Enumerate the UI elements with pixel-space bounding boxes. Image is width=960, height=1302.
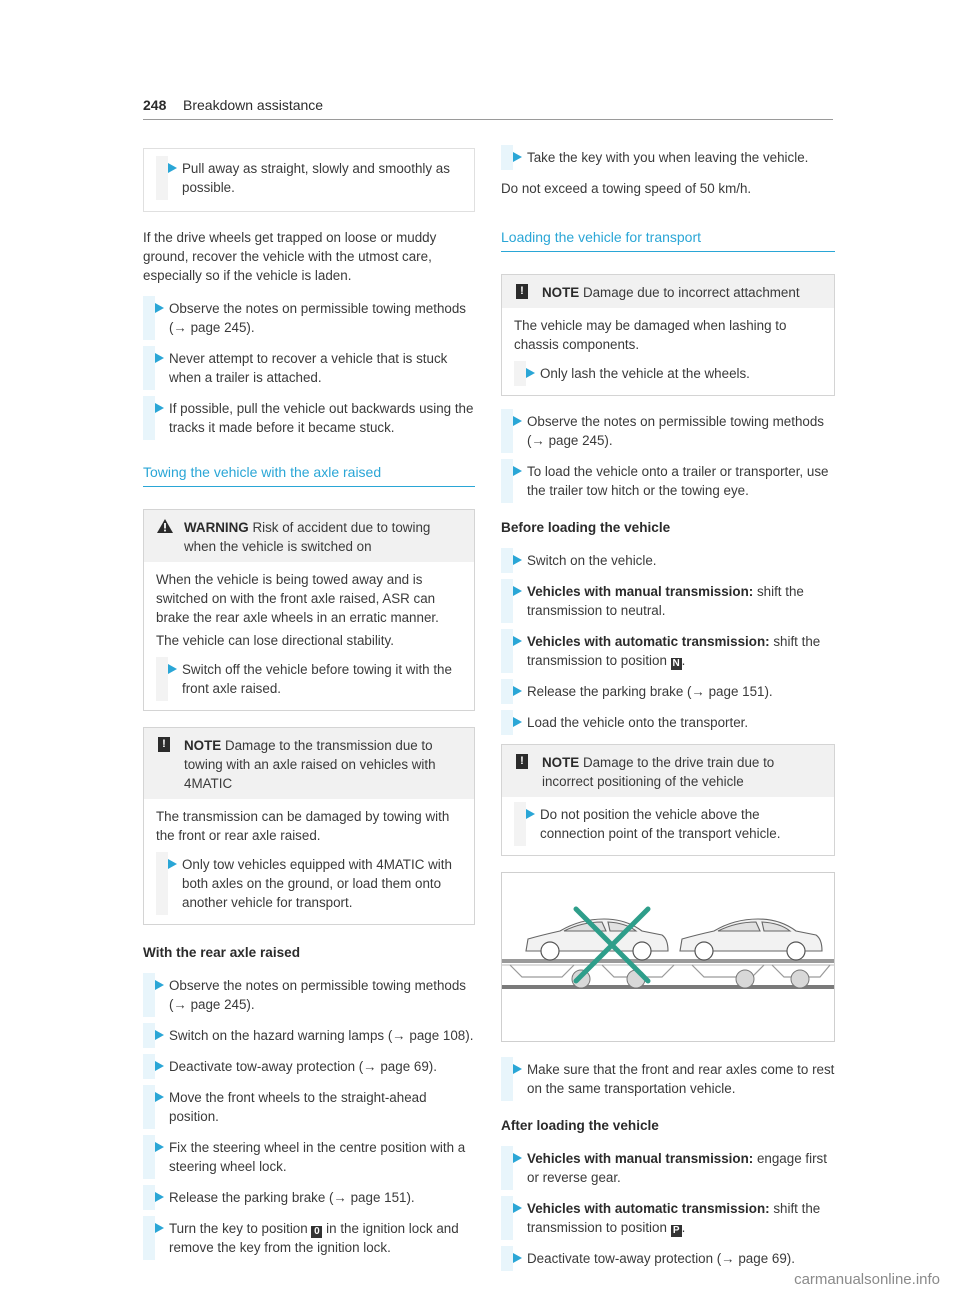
arrow-icon bbox=[513, 636, 522, 646]
arrow-icon bbox=[513, 586, 522, 596]
step-item: Deactivate tow-away protection (→ page 69). bbox=[501, 1249, 835, 1268]
arrow-icon bbox=[513, 555, 522, 565]
arrow-icon bbox=[155, 403, 164, 413]
paragraph: When the vehicle is being towed away and is switched on with the front axle raised, ASR can brake the rear axle wheels in an erratic manner. bbox=[156, 572, 439, 625]
step-item: Load the vehicle onto the transporter. bbox=[501, 713, 835, 732]
subheading-rear-axle: With the rear axle raised bbox=[143, 945, 301, 960]
subheading-after-loading: After loading the vehicle bbox=[501, 1118, 659, 1133]
note-header bbox=[502, 275, 834, 308]
arrow-icon bbox=[155, 303, 164, 313]
paragraph: The vehicle can lose directional stability. bbox=[156, 633, 394, 648]
arrow-icon bbox=[526, 368, 535, 378]
watermark: carmanualsonline.info bbox=[794, 1271, 940, 1288]
warning-box bbox=[143, 509, 475, 711]
section-heading-towing: Towing the vehicle with the axle raised bbox=[143, 463, 475, 487]
exclamation-icon: ! bbox=[516, 754, 528, 769]
page-header bbox=[143, 97, 833, 120]
arrow-icon bbox=[155, 980, 164, 990]
note-box bbox=[501, 744, 835, 856]
step-item: Make sure that the front and rear axles come to rest on the same transportation vehicle. bbox=[501, 1060, 835, 1098]
exclamation-icon: ! bbox=[158, 737, 170, 752]
section-title: Breakdown assistance bbox=[183, 97, 324, 113]
step-item: Do not position the vehicle above the connection point of the transport vehicle. bbox=[514, 805, 824, 843]
step-item: Release the parking brake (→ page 151). bbox=[143, 1188, 475, 1207]
arrow-icon bbox=[513, 1153, 522, 1163]
arrow-icon bbox=[513, 1253, 522, 1263]
instruction-box-pull bbox=[143, 148, 475, 212]
paragraph: Do not exceed a towing speed of 50 km/h. bbox=[501, 181, 752, 196]
key-position-symbol: 0 bbox=[311, 1226, 322, 1238]
step-item: Observe the notes on permissible towing methods (→ page 245). bbox=[143, 299, 475, 337]
warning-title: Risk of accident due to towing when the vehicle is switched on bbox=[184, 520, 431, 554]
step-item: Switch on the hazard warning lamps (→ page 108). bbox=[143, 1026, 475, 1045]
arrow-icon bbox=[155, 1192, 164, 1202]
arrow-icon bbox=[513, 152, 522, 162]
step-item: Fix the steering wheel in the centre position with a steering wheel lock. bbox=[143, 1138, 475, 1176]
arrow-icon bbox=[513, 686, 522, 696]
arrow-icon bbox=[168, 664, 177, 674]
arrow-icon bbox=[513, 1064, 522, 1074]
step-item: Vehicles with manual transmission: engage first or reverse gear. bbox=[501, 1149, 835, 1187]
step-item: Release the parking brake (→ page 151). bbox=[501, 682, 835, 701]
step-item: Never attempt to recover a vehicle that is stuck when a trailer is attached. bbox=[143, 349, 475, 387]
step-item: Turn the key to position 0 in the ignition lock and remove the key from the ignition lock. bbox=[143, 1219, 475, 1257]
step-item: Only tow vehicles equipped with 4MATIC with both axles on the ground, or load them onto another vehicle for transport. bbox=[156, 855, 464, 912]
exclamation-icon: ! bbox=[516, 284, 528, 299]
arrow-icon bbox=[513, 466, 522, 476]
warning-header bbox=[144, 510, 474, 562]
left-column bbox=[143, 148, 475, 1269]
step-item: Vehicles with manual transmission: shift the transmission to neutral. bbox=[501, 582, 835, 620]
transport-illustration bbox=[501, 872, 835, 1042]
arrow-icon bbox=[155, 353, 164, 363]
step-item: Take the key with you when leaving the vehicle. bbox=[501, 148, 835, 167]
step-item: Observe the notes on permissible towing methods (→ page 245). bbox=[501, 412, 835, 450]
subheading-before-loading: Before loading the vehicle bbox=[501, 520, 671, 535]
step-item: Only lash the vehicle at the wheels. bbox=[514, 364, 824, 383]
car-transporter-drawing bbox=[502, 873, 834, 1041]
note-label: NOTE bbox=[184, 738, 222, 753]
step-item: Observe the notes on permissible towing methods (→ page 245). bbox=[143, 976, 475, 1014]
arrow-icon bbox=[168, 859, 177, 869]
step-item: Vehicles with automatic transmission: shift the transmission to position P . bbox=[501, 1199, 835, 1237]
arrow-icon bbox=[155, 1142, 164, 1152]
gear-position-symbol: N bbox=[672, 658, 680, 669]
arrow-icon bbox=[155, 1092, 164, 1102]
arrow-icon bbox=[155, 1061, 164, 1071]
arrow-icon bbox=[513, 416, 522, 426]
paragraph: The vehicle may be damaged when lashing to chassis components. bbox=[514, 318, 787, 352]
arrow-icon bbox=[513, 1203, 522, 1213]
note-title: Damage to the drive train due to incorrect positioning of the vehicle bbox=[542, 755, 775, 789]
step-item: Pull away as straight, slowly and smoothly as possible. bbox=[156, 159, 464, 197]
warning-label: WARNING bbox=[184, 520, 249, 535]
note-box bbox=[501, 274, 835, 396]
note-header bbox=[144, 728, 474, 799]
note-label: NOTE bbox=[542, 755, 580, 770]
warning-triangle-icon bbox=[156, 518, 174, 534]
section-heading-loading: Loading the vehicle for transport bbox=[501, 228, 835, 252]
step-item: Switch off the vehicle before towing it with the front axle raised. bbox=[156, 660, 464, 698]
arrow-icon bbox=[526, 809, 535, 819]
note-title: Damage due to incorrect attachment bbox=[582, 285, 800, 300]
note-header bbox=[502, 745, 834, 797]
step-item: Move the front wheels to the straight-ahead position. bbox=[143, 1088, 475, 1126]
right-column bbox=[501, 148, 835, 1280]
step-item: Deactivate tow-away protection (→ page 69). bbox=[143, 1057, 475, 1076]
step-item: If possible, pull the vehicle out backwards using the tracks it made before it became stuck. bbox=[143, 399, 475, 437]
note-label: NOTE bbox=[542, 285, 580, 300]
step-item: To load the vehicle onto a trailer or transporter, use the trailer tow hitch or the towing eye. bbox=[501, 462, 835, 500]
arrow-icon bbox=[513, 717, 522, 727]
arrow-icon bbox=[155, 1223, 164, 1233]
step-item: Switch on the vehicle. bbox=[501, 551, 835, 570]
arrow-icon bbox=[168, 163, 177, 173]
arrow-icon bbox=[155, 1030, 164, 1040]
gear-position-symbol: P bbox=[671, 1225, 682, 1237]
note-title: Damage to the transmission due to towing with an axle raised on vehicles with 4MATIC bbox=[184, 738, 436, 791]
paragraph: If the drive wheels get trapped on loose or muddy ground, recover the vehicle with the utmost care, especially so if the vehicle is laden. bbox=[143, 230, 437, 283]
step-item: Vehicles with automatic transmission: shift the transmission to position N . bbox=[501, 632, 835, 670]
paragraph: The transmission can be damaged by towing with the front or rear axle raised. bbox=[156, 809, 450, 843]
note-box bbox=[143, 727, 475, 925]
page-number: 248 bbox=[143, 97, 167, 113]
